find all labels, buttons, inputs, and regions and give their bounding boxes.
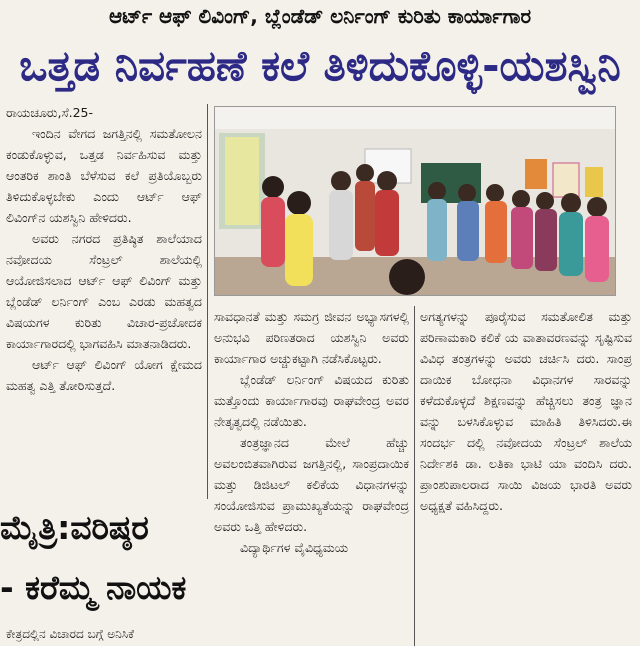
adjacent-headline-line-1: ಮೈತ್ರಿ:ವರಿಷ್ಠರ xyxy=(0,508,149,547)
adjacent-article-text: ಕೇತ್ರದಲ್ಲಿನ ವಿಚಾರದ ಬಗ್ಗೆ ಅನಿಸಿಕೆ xyxy=(6,627,135,641)
col2-paragraph: ಸಾವಧಾನತೆ ಮತ್ತು ಸಮಗ್ರ ಜೀವನ ಅಭ್ಯಾಸಗಳಲ್ಲಿ ಅನುಭವಿ ಪರಿಣತರಾದ ಯಶಸ್ವಿನಿ ಅವರು ಕಾರ್ಯಾಗಾರ ಅಚ್ಚುಕಟ್ಟಾಗಿ ನಡೆಸಿಕೊಟ್ಟರು. xyxy=(214,309,409,366)
workshop-photo xyxy=(214,106,616,296)
workshop-photo-image xyxy=(215,107,615,295)
col1-paragraph: ಇಂದಿನ ವೇಗದ ಜಗತ್ತಿನಲ್ಲಿ ಸಮತೋಲನ ಕಂಡುಕೊಳ್ಳುವ, ಒತ್ತಡ ನಿರ್ವಹಿಸುವ ಮತ್ತು ಆಂತರಿಕ ಶಾಂತಿ ಬೆಳೆಸುವ ಕಲೆ ಪ್ರತಿಯೊಬ್ಬರು ತಿಳಿದುಕೊಳ್ಳಬೇಕು ಎಂದು ಆರ್ಟ್ ಆಫ್ ಲಿವಿಂಗ್‌ನ ಯಶಸ್ವಿನಿ ಹೇಳಿದರು. xyxy=(6,126,202,225)
col2-paragraph: ವಿದ್ಯಾರ್ಥಿಗಳ ವೈವಿಧ್ಯಮಯ xyxy=(240,540,349,555)
article-column-2 xyxy=(214,306,409,646)
article-kicker: ಆರ್ಟ್ ಆಫ್ ಲಿವಿಂಗ್, ಬ್ಲೆಂಡೆಡ್ ಲರ್ನಿಂಗ್ ಕುರಿತು ಕಾರ್ಯಾಗಾರ xyxy=(108,4,532,28)
col2-paragraph: ತಂತ್ರಜ್ಞಾನದ ಮೇಲೆ ಹೆಚ್ಚು ಅವಲಂಬಿತವಾಗಿರುವ ಜಗತ್ತಿನಲ್ಲಿ, ಸಾಂಪ್ರದಾಯಿಕ ಮತ್ತು ಡಿಜಿಟಲ್ ಕಲಿಕೆಯ ವಿಧಾನಗಳನ್ನು ಸಂಯೋಜಿಸುವ ಪ್ರಾಮುಖ್ಯತೆಯನ್ನು ರಾಘವೇಂದ್ರ ಅವರು ಒತ್ತಿ ಹೇಳಿದರು. xyxy=(214,435,409,534)
col2-paragraph: ಬ್ಲೆಂಡೆಡ್ ಲರ್ನಿಂಗ್ ವಿಷಯದ ಕುರಿತು ಮತ್ತೊಂದು ಕಾರ್ಯಾಗಾರವು ರಾಘವೇಂದ್ರ ಅವರ ನೇತೃತ್ವದಲ್ಲಿ ನಡೆಯಿತು. xyxy=(214,372,409,429)
adjacent-headline-line-2: - ಕರೆಮ್ಮ ನಾಯಕ xyxy=(0,568,187,607)
article-column-3 xyxy=(420,306,632,646)
col1-paragraph: ಅವರು ನಗರದ ಪ್ರತಿಷ್ಠಿತ ಶಾಲೆಯಾದ ನವೋದಯ ಸೆಂಟ್ರಲ್ ಶಾಲೆಯಲ್ಲಿ ಆಯೋಜಿಸಲಾದ ಆರ್ಟ್ ಆಫ್ ಲಿವಿಂಗ್ ಮತ್ತು ಬ್ಲೆಂಡೆಡ್ ಲರ್ನಿಂಗ್ ಎಂಬ ಎರಡು ಮಹತ್ವದ ವಿಷಯಗಳ ಕುರಿತು ವಿಚಾರ-ಪ್ರಚೋದಕ ಕಾರ್ಯಾಗಾರದಲ್ಲಿ ಭಾಗವಹಿಸಿ ಮಾತನಾಡಿದರು. xyxy=(6,231,202,351)
column-divider-mid xyxy=(414,306,415,646)
col3-paragraph: ಅಗತ್ಯಗಳನ್ನು ಪೂರೈಸುವ ಸಮತೋಲಿತ ಮತ್ತು ಪರಿಣಾಮಕಾರಿ ಕಲಿಕೆ ಯ ವಾತಾವರಣವನ್ನು ಸೃಷ್ಟಿಸುವ ವಿವಿಧ ತಂತ್ರಗಳನ್ನು ಅವರು ಚರ್ಚಿಸಿ ದರು. ಸಾಂಪ್ರ ದಾಯಿಕ ಬೋಧನಾ ವಿಧಾನಗಳ ಸಾರವನ್ನು ಕಳೆದುಕೊಳ್ಳದೆ ಶಿಕ್ಷಣವನ್ನು ಹೆಚ್ಚಿಸಲು ತಂತ್ರ ಜ್ಞಾನ ವನ್ನು ಬಳಸಿಕೊಳ್ಳುವ ಮಾಹಿತಿ ತಿಳಿಸಿದರು.ಈ ಸಂದರ್ಭ ದಲ್ಲಿ ನವೋದಯ ಸೆಂಟ್ರಲ್ ಶಾಲೆಯ ನಿರ್ದೇಶಕಿ ಡಾ. ಲತಿಕಾ ಭಾಟಿ ಯಾ ವಂದಿಸಿ ದರು. ಪ್ರಾಂಶುಪಾಲರಾದ ಸಾಯಿ ವಿಜಯ ಭಾರತಿ ಅವರು ಅಧ್ಯಕ್ಷತೆ ವಹಿಸಿದ್ದರು. xyxy=(420,309,632,513)
article-headline: ಒತ್ತಡ ನಿರ್ವಹಣೆ ಕಲೆ ತಿಳಿದುಕೊಳ್ಳಿ-ಯಶಸ್ವಿನಿ xyxy=(19,41,621,90)
col1-paragraph: ರಾಯಚೂರು,ಸೆ.25- xyxy=(6,105,94,120)
col1-paragraph: ಆರ್ಟ್ ಆಫ್ ಲಿವಿಂಗ್ ಯೋಗ ಕ್ಷೇಮದ ಮಹತ್ವ ಎತ್ತಿ ತೋರಿಸುತ್ತದೆ. xyxy=(6,357,202,393)
article-column-1 xyxy=(6,102,202,492)
column-divider-left xyxy=(207,104,208,499)
